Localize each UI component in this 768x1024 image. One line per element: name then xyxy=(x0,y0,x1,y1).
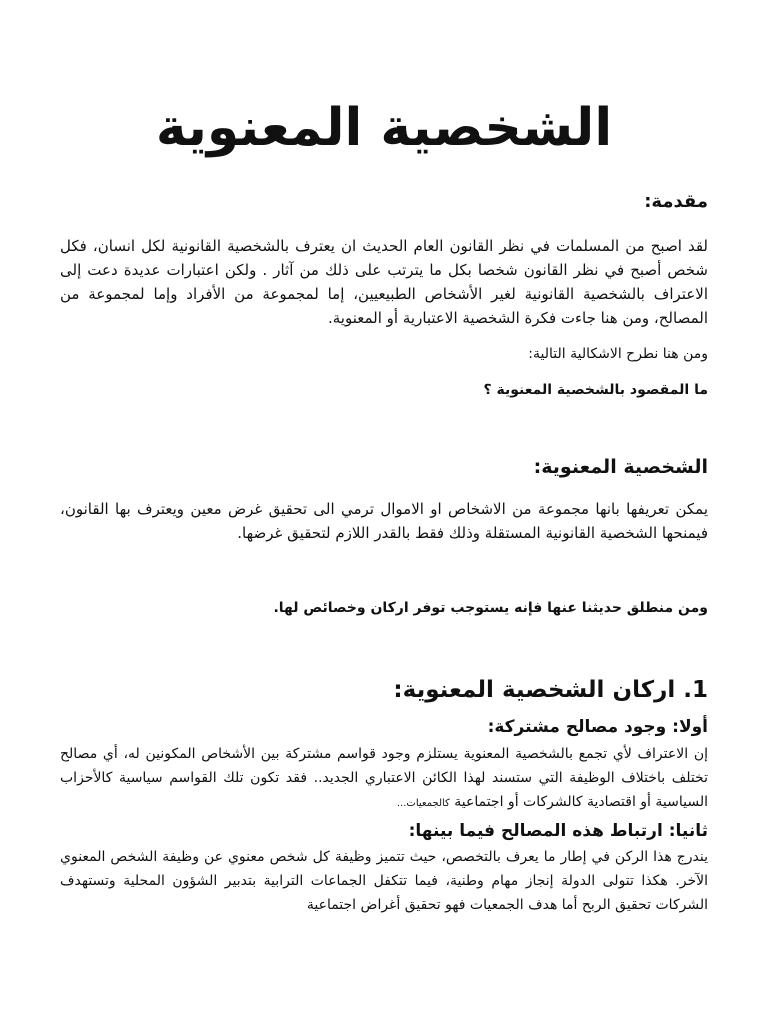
first-paragraph-tail: كالجمعيات... xyxy=(396,798,450,809)
problem-question: ما المقصود بالشخصية المعنوية ؟ xyxy=(483,382,708,398)
intro-paragraph: لقد اصبح من المسلمات في نظر القانون العام الحديث ان يعترف بالشخصية القانونية لكل انسان، فكل شخص أصبح في نظر القانون شخصا بكل ما يترتب على ذلك من آثار . ولكن اعتبارات عديدة دعت إلى الاعتراف بالشخصية القانونية لغير الأشخاص الطبيعيين، إما لمجموعة من الأفراد وإما لمجموعة من المصالح، ومن هنا جاءت فكرة الشخصية الاعتبارية أو المعنوية. xyxy=(60,237,708,327)
second-paragraph: يندرج هذا الركن في إطار ما يعرف بالتخصص، حيث تتميز وظيفة كل شخص معنوي عن وظيفة الشخص المعنوي الآخر. هكذا تتولى الدولة إنجاز مهام وطنية، فيما تتكفل الجماعات الترابية بتدبير الشؤون المحلية وتستهدف الشركات تحقيق الربح أما هدف الجمعيات فهو تحقيق أغراض اجتماعية xyxy=(60,849,708,913)
second-subheading: ثانيا: ارتباط هذه المصالح فيما بينها: xyxy=(408,821,708,841)
definition-paragraph: يمكن تعريفها بانها مجموعة من الاشخاص او الاموال ترمي الى تحقيق غرض معين ويعترف بها القانون، فيمنحها الشخصية القانونية المستقلة وذلك فقط بالقدر اللازم لتحقيق غرضها. xyxy=(60,500,708,542)
first-paragraph xyxy=(60,742,708,816)
statement-line: ومن منطلق حديثنا عنها فإنه يستوجب توفر اركان وخصائص لها. xyxy=(273,600,708,616)
first-paragraph-text: إن الاعتراف لأي تجمع بالشخصية المعنوية يستلزم وجود قواسم مشتركة بين الأشخاص المكونين له، أي مصالح تختلف باختلاف الوظيفة التي ستسند لهذا الكائن الاعتباري الجديد.. فقد تكون تلك القواسم سياسية كالأحزاب السياسية أو اقتصادية كالشركات أو اجتماعية xyxy=(60,746,708,810)
pillars-heading-text: اركان الشخصية المعنوية: xyxy=(393,677,676,703)
pillars-heading xyxy=(60,673,708,707)
question-lead: ومن هنا نطرح الاشكالية التالية: xyxy=(528,346,708,362)
pillars-number: 1. xyxy=(683,677,708,703)
document-title: الشخصية المعنوية xyxy=(155,98,613,158)
first-subheading: أولا: وجود مصالح مشتركة: xyxy=(487,717,708,737)
section-heading: الشخصية المعنوية: xyxy=(533,456,708,478)
intro-heading: مقدمة: xyxy=(644,191,708,212)
